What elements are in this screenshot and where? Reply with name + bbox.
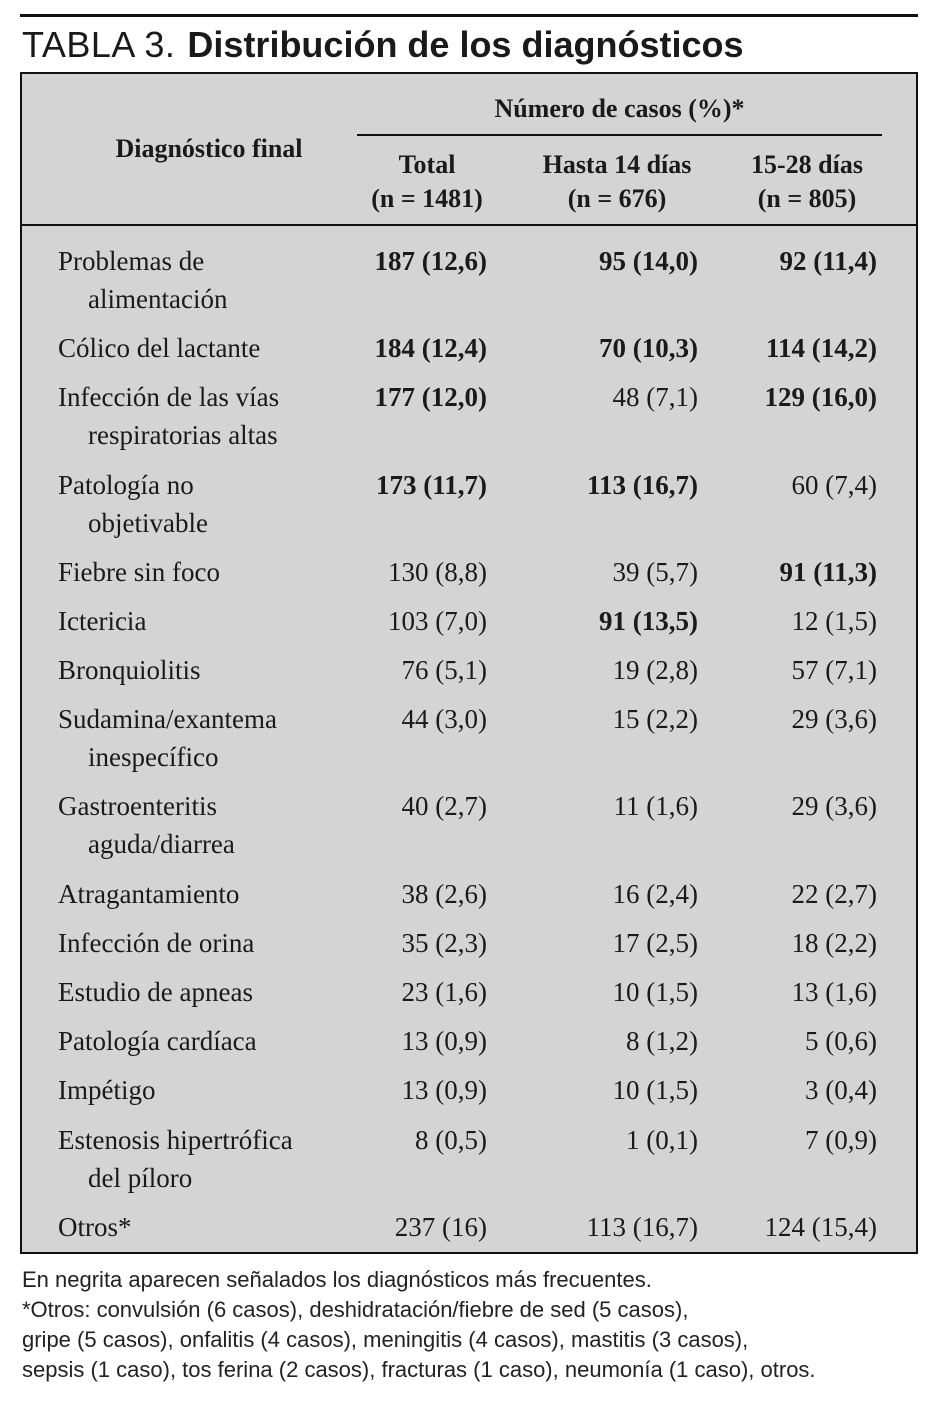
row-label-line1: Impétigo — [58, 1075, 156, 1105]
cell-15-28: 124 (15,4) — [764, 1212, 877, 1242]
row-label-line1: Patología cardíaca — [58, 1026, 257, 1056]
col-header-total — [352, 148, 502, 216]
cell-hasta14: 10 (1,5) — [612, 977, 698, 1007]
cell-total: 177 (12,0) — [374, 382, 487, 412]
col-header-total-label: Total — [398, 150, 456, 179]
cell-15-28: 5 (0,6) — [805, 1026, 877, 1056]
note-line: *Otros: convulsión (6 casos), deshidratación/fiebre de sed (5 casos), — [22, 1297, 689, 1322]
cell-15-28: 114 (14,2) — [766, 333, 877, 363]
cell-hasta14: 10 (1,5) — [612, 1075, 698, 1105]
row-label — [58, 553, 220, 591]
cell-15-28: 92 (11,4) — [779, 246, 877, 276]
cell-hasta14: 39 (5,7) — [612, 557, 698, 587]
col-header-15-28-n: (n = 805) — [757, 184, 857, 213]
cell-total: 35 (2,3) — [401, 928, 487, 958]
cell-hasta14: 11 (1,6) — [613, 791, 698, 821]
table-box — [20, 72, 918, 1254]
note-line: sepsis (1 caso), tos ferina (2 casos), fracturas (1 caso), neumonía (1 caso), otros. — [22, 1357, 816, 1382]
cell-15-28: 22 (2,7) — [791, 879, 877, 909]
row-label — [58, 1208, 132, 1246]
cell-hasta14: 113 (16,7) — [586, 1212, 698, 1242]
cell-15-28: 12 (1,5) — [791, 606, 877, 636]
table-label: TABLA 3. — [22, 24, 176, 65]
cell-total: 13 (0,9) — [401, 1026, 487, 1056]
cell-total: 130 (8,8) — [388, 557, 487, 587]
top-rule — [20, 14, 918, 17]
row-label-line1: Problemas de — [58, 246, 205, 276]
cell-hasta14: 95 (14,0) — [599, 246, 698, 276]
cell-total: 187 (12,6) — [374, 246, 487, 276]
row-label — [58, 973, 253, 1011]
cell-total: 103 (7,0) — [388, 606, 487, 636]
cell-hasta14: 1 (0,1) — [626, 1125, 698, 1155]
row-label-line1: Infección de orina — [58, 928, 255, 958]
col-header-15-28 — [727, 148, 887, 216]
table-title — [22, 24, 744, 66]
cell-total: 13 (0,9) — [401, 1075, 487, 1105]
row-label-line2: del píloro — [88, 1163, 193, 1193]
cell-15-28: 91 (11,3) — [779, 557, 877, 587]
row-label — [58, 329, 260, 367]
cell-total: 184 (12,4) — [374, 333, 487, 363]
cell-hasta14: 91 (13,5) — [599, 606, 698, 636]
row-label-line2: alimentación — [88, 284, 228, 314]
row-label-line1: Bronquiolitis — [58, 655, 201, 685]
cell-15-28: 57 (7,1) — [791, 655, 877, 685]
cell-total: 40 (2,7) — [401, 791, 487, 821]
group-header: Número de casos (%)* — [494, 94, 745, 123]
cell-15-28: 129 (16,0) — [764, 382, 877, 412]
cell-total: 23 (1,6) — [401, 977, 487, 1007]
col-header-hasta14 — [517, 148, 717, 216]
row-label-line1: Ictericia — [58, 606, 147, 636]
row-label-line1: Fiebre sin foco — [58, 557, 220, 587]
row-label-line2: inespecífico — [88, 742, 219, 772]
group-header-rule — [357, 134, 882, 136]
col-header-hasta14-n: (n = 676) — [567, 184, 667, 213]
cell-total: 173 (11,7) — [376, 470, 487, 500]
row-label — [58, 924, 254, 962]
cell-hasta14: 113 (16,7) — [587, 470, 698, 500]
row-label-line1: Gastroenteritis — [58, 791, 217, 821]
row-label — [58, 700, 277, 776]
cell-total: 44 (3,0) — [401, 704, 487, 734]
cell-hasta14: 15 (2,2) — [612, 704, 698, 734]
cell-hasta14: 17 (2,5) — [612, 928, 698, 958]
cell-total: 38 (2,6) — [401, 879, 487, 909]
row-label-line1: Atragantamiento — [58, 879, 240, 909]
cell-hasta14: 8 (1,2) — [626, 1026, 698, 1056]
header-rule — [22, 224, 916, 226]
note-line: En negrita aparecen señalados los diagnósticos más frecuentes. — [22, 1267, 652, 1292]
cell-15-28: 13 (1,6) — [791, 977, 877, 1007]
cell-total: 237 (16) — [394, 1212, 487, 1242]
row-label — [58, 787, 235, 863]
table-title-text: Distribución de los diagnósticos — [187, 24, 744, 65]
row-label — [58, 378, 279, 454]
cell-total: 76 (5,1) — [401, 655, 487, 685]
row-label — [58, 651, 201, 689]
row-label — [58, 602, 146, 640]
col-header-hasta14-label: Hasta 14 días — [542, 150, 692, 179]
cell-hasta14: 16 (2,4) — [612, 879, 698, 909]
cell-15-28: 3 (0,4) — [805, 1075, 877, 1105]
row-label-line1: Patología no — [58, 470, 194, 500]
cell-hasta14: 70 (10,3) — [599, 333, 698, 363]
row-label — [58, 466, 208, 542]
cell-15-28: 60 (7,4) — [791, 470, 877, 500]
cell-15-28: 7 (0,9) — [805, 1125, 877, 1155]
row-label-line1: Otros* — [58, 1212, 132, 1242]
cell-15-28: 29 (3,6) — [791, 791, 877, 821]
row-label — [58, 1071, 155, 1109]
row-label — [58, 875, 239, 913]
row-label-line1: Infección de las vías — [58, 382, 280, 412]
row-label-line1: Estudio de apneas — [58, 977, 253, 1007]
col-header-15-28-label: 15-28 días — [751, 150, 863, 179]
row-label-line1: Sudamina/exantema — [58, 704, 277, 734]
note-line: gripe (5 casos), onfalitis (4 casos), meningitis (4 casos), mastitis (3 casos), — [22, 1327, 749, 1352]
row-label — [58, 242, 227, 318]
cell-hasta14: 19 (2,8) — [612, 655, 698, 685]
cell-15-28: 18 (2,2) — [791, 928, 877, 958]
row-label-line1: Estenosis hipertrófica — [58, 1125, 293, 1155]
cell-hasta14: 48 (7,1) — [612, 382, 698, 412]
cell-15-28: 29 (3,6) — [791, 704, 877, 734]
cell-total: 8 (0,5) — [415, 1125, 487, 1155]
row-header: Diagnóstico final — [115, 134, 303, 163]
col-header-total-n: (n = 1481) — [371, 184, 483, 213]
row-label-line1: Cólico del lactante — [58, 333, 261, 363]
row-label-line2: objetivable — [88, 508, 208, 538]
row-label — [58, 1022, 257, 1060]
row-label-line2: aguda/diarrea — [88, 829, 235, 859]
row-label-line2: respiratorias altas — [88, 420, 278, 450]
table-notes — [22, 1265, 816, 1385]
row-label — [58, 1121, 293, 1197]
